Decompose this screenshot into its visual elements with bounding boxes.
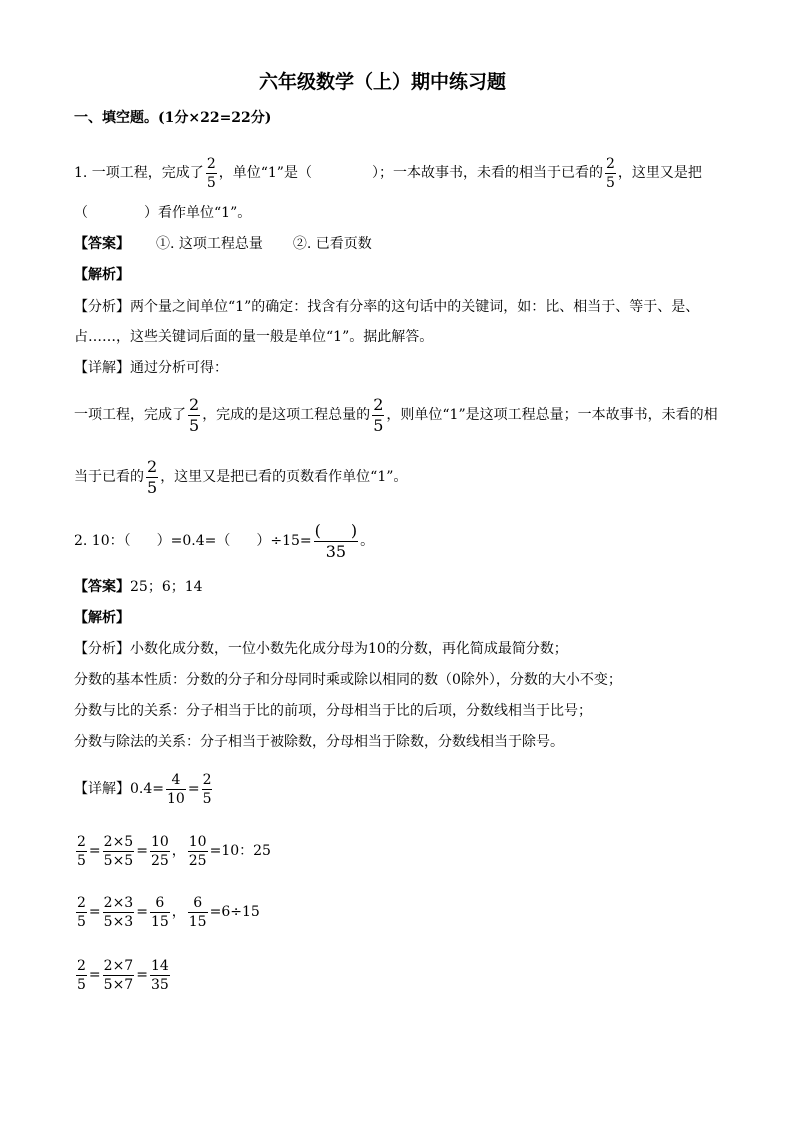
fraction: $\frac{4}{10}$	[167, 771, 185, 807]
q2-text-c: ）÷15=	[256, 533, 312, 549]
fraction: $\frac{2\times 5}{5\times 5}$	[103, 833, 134, 869]
analysis-2-line2: 分数的基本性质：分数的分子和分母同时乘或除以相同的数（0除外），分数的大小不变；	[74, 672, 622, 688]
analysis-1-line1: 【分析】两个量之间单位“1”的确定：找含有分率的这句话中的关键词，如：比、相当于、等于、是、	[74, 299, 700, 315]
detail-2-line1: 【详解】0.4= $\frac{4}{10}$ = $\frac{2}{5}$	[74, 771, 212, 807]
fraction: $\frac{2}{5}$	[202, 771, 212, 807]
fraction: $\frac{2\times 3}{5\times 3}$	[103, 894, 134, 930]
answer-text: 25；6；14	[130, 579, 203, 595]
calc-line-3: $\frac{2}{5}$ = $\frac{2\times 7}{5\times 7}$ = $\frac{14}{35}$	[77, 957, 169, 993]
section-heading: 一、填空题。(1分×22=22分)	[74, 110, 272, 126]
fraction: $\frac{2}{5}$	[206, 155, 216, 191]
answer-label: 【答案】	[74, 236, 130, 252]
calc-line-1: $\frac{2}{5}$ = $\frac{2\times 5}{5\times 5}$ = $\frac{10}{25}$ ， $\frac{10}{25}$ =10：25	[77, 833, 271, 869]
detail-text-a: 一项工程，完成了	[74, 407, 186, 423]
detail-1-line1	[74, 390, 718, 440]
q1-text-open: （	[74, 205, 88, 221]
detail-1-label: 【详解】通过分析可得：	[74, 360, 228, 376]
answer-item-2: ②. 已看页数	[292, 236, 372, 252]
analysis-label: 【解析】	[74, 610, 130, 626]
fraction: $\frac{2}{5}$	[373, 394, 384, 435]
q2-text-a: 2. 10：（	[74, 533, 131, 549]
detail-text-b: ，完成的是这项工程总量的	[202, 407, 371, 423]
question-2	[74, 516, 374, 566]
detail-label: 【详解】0.4=	[74, 781, 164, 797]
fraction: $\frac{2}{5}$	[77, 957, 86, 993]
answer-label: 【答案】	[74, 579, 130, 595]
fraction: $\frac{2}{5}$	[77, 833, 86, 869]
fraction: $\frac{10}{25}$	[188, 833, 207, 869]
detail-text-d: 当于已看的	[74, 469, 144, 485]
detail-1-line2	[74, 452, 407, 502]
detail-text-c: ，则单位“1”是这项工程总量；一本故事书，未看的相	[386, 407, 718, 423]
fraction: $\frac{2}{5}$	[605, 155, 615, 191]
q2-text-b: ）=0.4=（	[156, 533, 231, 549]
page-title: 六年级数学（上）期中练习题	[259, 71, 507, 93]
q1-text-c: ）；一本故事书，未看的相当于已看的	[371, 165, 603, 181]
analysis-2-line1: 【分析】小数化成分数，一位小数先化成分母为10的分数，再化简成最简分数；	[74, 641, 568, 657]
fraction: $\frac{2}{5}$	[189, 394, 200, 435]
calc-line-2: $\frac{2}{5}$ = $\frac{2\times 3}{5\times 3}$ = $\frac{6}{15}$ ， $\frac{6}{15}$ =6÷15	[77, 894, 260, 930]
detail-text-e: ，这里又是把已看的页数看作单位“1”。	[160, 469, 408, 485]
answer-1	[74, 234, 372, 254]
fraction: $\frac{6}{15}$	[150, 894, 169, 930]
fraction: $\frac{2\times 7}{5\times 7}$	[103, 957, 134, 993]
fraction: $\frac{2}{5}$	[77, 894, 86, 930]
question-1-line1	[74, 143, 702, 203]
fraction: $\frac{10}{25}$	[150, 833, 169, 869]
answer-item-1: ①. 这项工程总量	[156, 236, 263, 252]
analysis-1-line2: 占……，这些关键词后面的量一般是单位“1”。据此解答。	[74, 329, 434, 345]
fraction: $\frac{14}{35}$	[150, 957, 169, 993]
fraction: $\frac{2}{5}$	[147, 456, 158, 497]
analysis-label: 【解析】	[74, 267, 130, 283]
q1-text-d: ，这里又是把	[617, 165, 702, 181]
analysis-2-line4: 分数与除法的关系：分子相当于被除数，分母相当于除数，分数线相当于除号。	[74, 734, 564, 750]
analysis-2-line3: 分数与比的关系：分子相当于比的前项，分母相当于比的后项，分数线相当于比号；	[74, 703, 592, 719]
q2-text-end: 。	[360, 533, 375, 549]
fraction: $\frac{6}{15}$	[188, 894, 207, 930]
q1-text-b: ，单位“1”是（	[218, 165, 312, 181]
q1-text-a: 1. 一项工程，完成了	[74, 165, 204, 181]
question-1-line2	[74, 203, 251, 223]
q1-text-close: ）看作单位“1”。	[144, 205, 252, 221]
fraction-blank: $\frac{( )}{35}$	[314, 520, 358, 561]
answer-2	[74, 577, 203, 597]
fraction-blank-numerator[interactable]: ( )	[314, 520, 358, 540]
